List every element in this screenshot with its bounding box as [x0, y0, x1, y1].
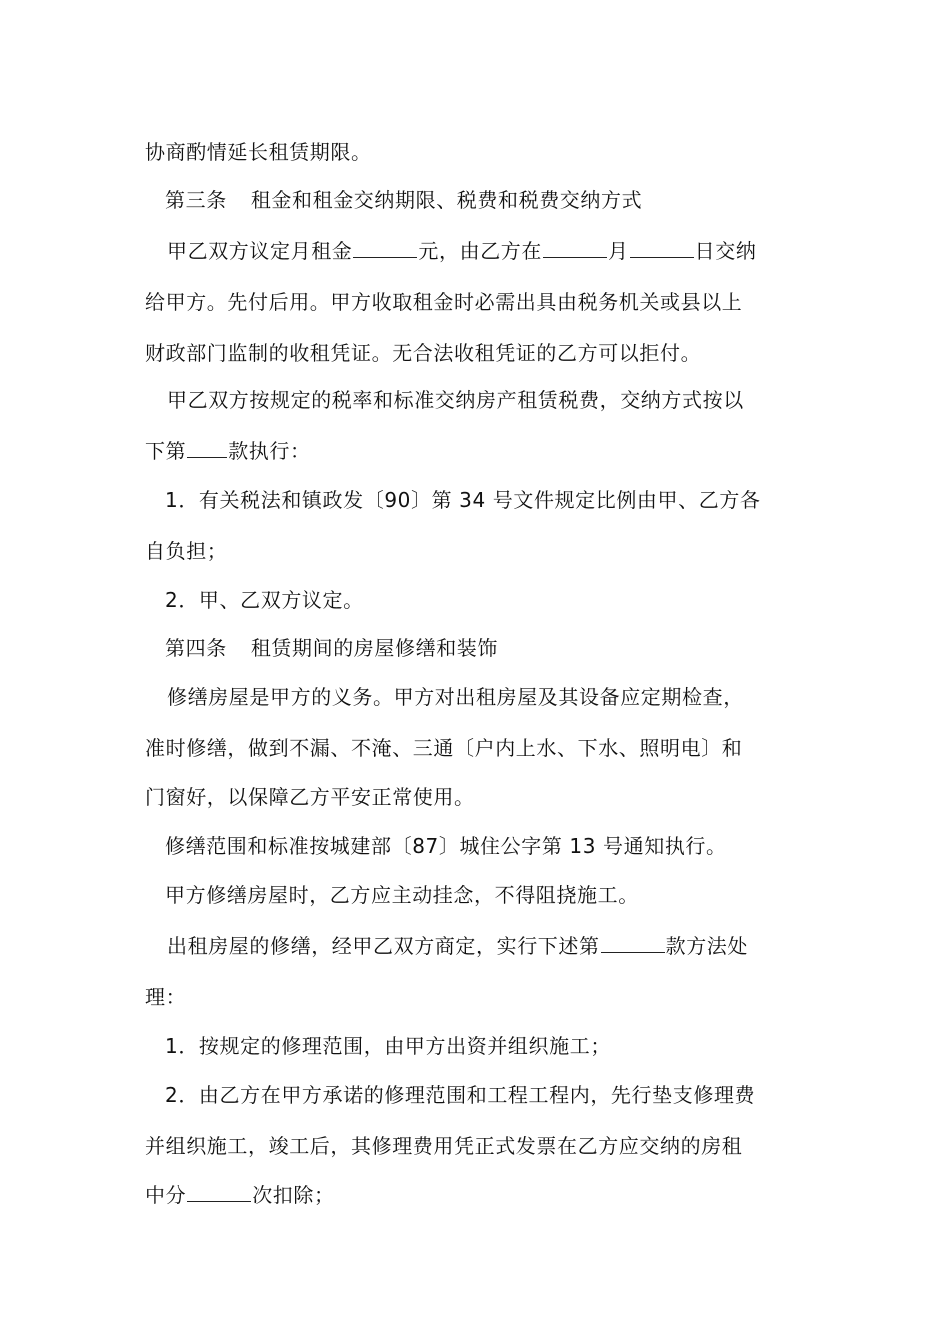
line-text: 款执行：	[228, 439, 311, 463]
fill-in-blank	[630, 239, 694, 258]
fill-in-blank	[187, 439, 227, 458]
line-text: 2．由乙方在甲方承诺的修理范围和工程工程内，先行垫支修理费	[165, 1083, 756, 1107]
text-line	[167, 932, 748, 960]
line-text: 甲乙双方议定月租金	[167, 239, 353, 263]
line-text: 日交纳	[694, 239, 757, 263]
line-text: 出租房屋的修缮，经甲乙双方商定，实行下述第	[167, 934, 600, 958]
article-title: 租金和租金交纳期限、税费和税费交纳方式	[250, 188, 643, 212]
list-item	[165, 486, 761, 514]
line-text: 中分	[145, 1183, 187, 1207]
text-line	[145, 339, 701, 367]
text-line	[145, 138, 372, 166]
line-text: 理：	[145, 985, 187, 1009]
article-heading	[165, 186, 642, 214]
text-line	[145, 783, 475, 811]
text-line	[167, 237, 756, 265]
list-item	[165, 586, 364, 614]
text-line	[145, 288, 742, 316]
line-text: 给甲方。先付后用。甲方收取租金时必需出具由税务机关或县以上	[145, 290, 743, 314]
line-text: 1．按规定的修理范围，由甲方出资并组织施工；	[165, 1034, 611, 1058]
article-heading	[165, 634, 498, 662]
text-line	[167, 386, 744, 414]
fill-in-blank	[353, 239, 417, 258]
line-text: 款方法处	[665, 934, 749, 958]
article-title: 租赁期间的房屋修缮和装饰	[250, 636, 499, 660]
text-line	[165, 832, 727, 860]
text-line	[145, 537, 227, 565]
line-text: 甲乙双方按规定的税率和标准交纳房产租赁税费，交纳方式按以	[167, 388, 744, 412]
text-line	[145, 1132, 742, 1160]
list-item	[165, 1032, 611, 1060]
line-text: 准时修缮，做到不漏、不淹、三通〔户内上水、下水、照明电〕和	[145, 736, 743, 760]
text-line	[167, 683, 744, 711]
text-line	[145, 437, 311, 465]
article-number: 第三条	[165, 188, 227, 212]
line-text: 自负担；	[145, 539, 228, 563]
line-text: 甲方修缮房屋时，乙方应主动挂念，不得阻挠施工。	[165, 883, 639, 907]
text-line	[165, 881, 639, 909]
list-item	[165, 1081, 755, 1109]
line-text: 并组织施工，竣工后，其修理费用凭正式发票在乙方应交纳的房租	[145, 1134, 743, 1158]
text-line	[145, 983, 186, 1011]
line-text: 2．甲、乙双方议定。	[165, 588, 364, 612]
line-text: 修缮范围和标准按城建部〔87〕城住公字第 13 号通知执行。	[165, 834, 727, 858]
text-line	[145, 734, 742, 762]
text-line	[145, 1181, 335, 1209]
line-text: 门窗好，以保障乙方平安正常使用。	[145, 785, 475, 809]
line-text: 月	[608, 239, 629, 263]
article-number: 第四条	[165, 636, 227, 660]
line-text: 元，由乙方在	[418, 239, 543, 263]
fill-in-blank	[187, 1183, 251, 1202]
fill-in-blank	[601, 934, 665, 953]
line-text: 修缮房屋是甲方的义务。甲方对出租房屋及其设备应定期检查，	[167, 685, 744, 709]
line-text: 下第	[145, 439, 187, 463]
fill-in-blank	[543, 239, 607, 258]
line-text: 协商酌情延长租赁期限。	[145, 140, 372, 164]
line-text: 财政部门监制的收租凭证。无合法收租凭证的乙方可以拒付。	[145, 341, 702, 365]
line-text: 1．有关税法和镇政发〔90〕第 34 号文件规定比例由甲、乙方各	[165, 488, 761, 512]
line-text: 次扣除；	[252, 1183, 335, 1207]
